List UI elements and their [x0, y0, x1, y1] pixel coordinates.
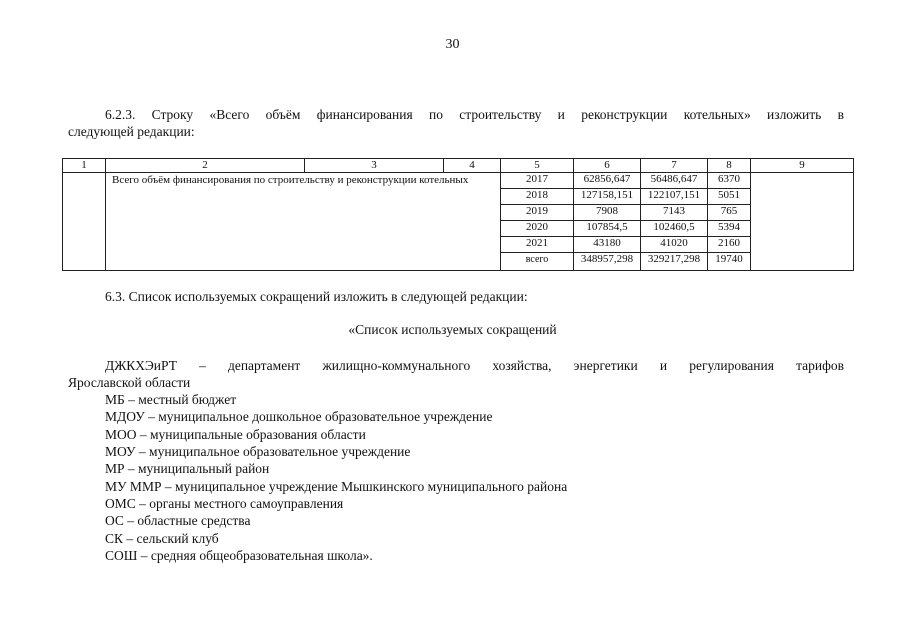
abbr-item: ДЖКХЭиРТ – департамент жилищно-коммунального хозяйства, энергетики и регулирования тарифов — [105, 358, 844, 373]
table-header-cell: 2 — [106, 159, 305, 173]
abbr-item: МОУ – муниципальное образовательное учреждение — [105, 444, 411, 459]
abbr-item-continuation: Ярославской области — [68, 375, 191, 390]
table-value-cell: 102460,5 — [641, 221, 708, 237]
table-value-cell: 41020 — [641, 237, 708, 253]
table-year-cell: 2017 — [501, 173, 574, 189]
table-value-cell: 127158,151 — [574, 189, 641, 205]
financing-table — [62, 158, 854, 271]
table-total-value: 329217,298 — [641, 253, 708, 271]
abbr-item: МДОУ – муниципальное дошкольное образовательное учреждение — [105, 409, 493, 424]
page-number: 30 — [445, 37, 460, 52]
table-year-cell: 2021 — [501, 237, 574, 253]
table-value-cell: 765 — [708, 205, 751, 221]
table-header-cell: 7 — [641, 159, 708, 173]
table-value-cell: 6370 — [708, 173, 751, 189]
table-year-cell: 2019 — [501, 205, 574, 221]
abbr-item: СК – сельский клуб — [105, 531, 219, 546]
table-year-cell: 2020 — [501, 221, 574, 237]
table-row — [63, 173, 854, 189]
table-value-cell: 5051 — [708, 189, 751, 205]
table-cell-empty — [751, 173, 854, 271]
table-value-cell: 5394 — [708, 221, 751, 237]
table-header-cell: 1 — [63, 159, 106, 173]
table-header-cell: 3 — [305, 159, 444, 173]
abbr-item: ОМС – органы местного самоуправления — [105, 496, 344, 511]
table-year-cell: 2018 — [501, 189, 574, 205]
table-header-cell: 8 — [708, 159, 751, 173]
table-header-cell: 9 — [751, 159, 854, 173]
abbr-item: МУ ММР – муниципальное учреждение Мышкинского муниципального района — [105, 479, 568, 494]
table-cell-empty — [63, 173, 106, 271]
table-header-cell: 5 — [501, 159, 574, 173]
table-header-cell: 6 — [574, 159, 641, 173]
abbr-item: СОШ – средняя общеобразовательная школа». — [105, 548, 373, 563]
table-header-cell: 4 — [444, 159, 501, 173]
table-value-cell: 7908 — [574, 205, 641, 221]
table-header-row — [63, 159, 854, 173]
table-value-cell: 43180 — [574, 237, 641, 253]
abbr-item: ОС – областные средства — [105, 513, 251, 528]
section-6-3: 6.3. Список используемых сокращений изложить в следующей редакции: — [105, 289, 528, 304]
table-total-value: 19740 — [708, 253, 751, 271]
abbr-item: МБ – местный бюджет — [105, 392, 237, 407]
table-description-cell: Всего объём финансирования по строительству и реконструкции котельных — [106, 173, 501, 271]
abbreviations-list-title: «Список используемых сокращений — [348, 322, 557, 337]
table-value-cell: 2160 — [708, 237, 751, 253]
section-6-2-3-line1: 6.2.3. Строку «Всего объём финансирования по строительству и реконструкции котельных» изложить в — [105, 107, 844, 122]
table-value-cell: 107854,5 — [574, 221, 641, 237]
table-value-cell: 62856,647 — [574, 173, 641, 189]
table-value-cell: 7143 — [641, 205, 708, 221]
abbr-item: МОО – муниципальные образования области — [105, 427, 366, 442]
section-6-2-3-line2: следующей редакции: — [68, 124, 195, 139]
table-total-label: всего — [501, 253, 574, 271]
table-value-cell: 122107,151 — [641, 189, 708, 205]
table-value-cell: 56486,647 — [641, 173, 708, 189]
table-total-value: 348957,298 — [574, 253, 641, 271]
abbr-item: МР – муниципальный район — [105, 461, 270, 476]
